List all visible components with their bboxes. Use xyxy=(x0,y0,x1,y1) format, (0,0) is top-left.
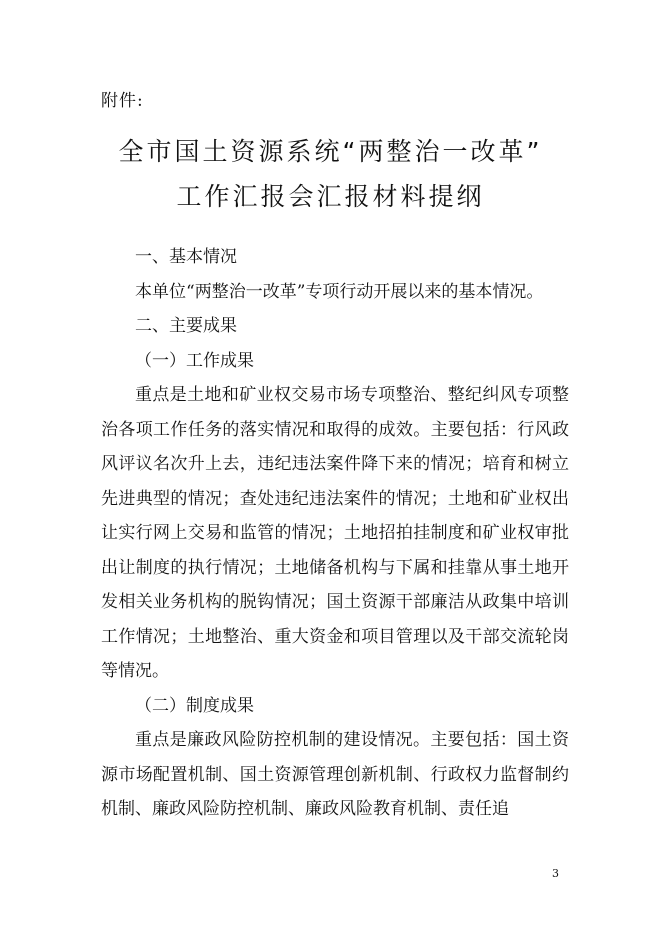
section-1-paragraph: 本单位“两整治一改革”专项行动开展以来的基本情况。 xyxy=(135,281,544,302)
document-title-line-1: 全市国土资源系统“两整治一改革” xyxy=(118,137,543,166)
section-1-heading: 一、基本情况 xyxy=(135,247,237,267)
section-2-heading: 二、主要成果 xyxy=(135,316,237,336)
attachment-label: 附件: xyxy=(101,91,144,111)
subsection-work-results-paragraph: 重点是土地和矿业权交易市场专项整治、整纪纠风专项整治各项工作任务的落实情况和取得的成效。主要包括：行风政风评议名次升上去，违纪违法案件降下来的情况；培育和树立先进典型的情况；查处违纪违法案件的情况；土地和矿业权出让实行网上交易和监管的情况；土地招拍挂制度和矿业权审批出让制度的执行情况；土地储备机构与下属和挂靠从事土地开发相关业务机构的脱钩情况；国土资源干部廉洁从政集中培训工作情况；土地整治、重大资金和项目管理以及干部交流轮岗等情况。 xyxy=(101,385,569,681)
subsection-system-results-heading: （二）制度成果 xyxy=(135,695,254,716)
subsection-work-results-heading: （一）工作成果 xyxy=(135,350,254,371)
document-body xyxy=(101,240,569,827)
page-number: 3 xyxy=(552,867,559,880)
subsection-system-results-paragraph: 重点是廉政风险防控机制的建设情况。主要包括：国土资源市场配置机制、国土资源管理创新机制、行政权力监督制约机制、廉政风险防控机制、廉政风险教育机制、责任追 xyxy=(101,730,569,819)
document-title-line-2: 工作汇报会汇报材料提纲 xyxy=(176,182,485,211)
